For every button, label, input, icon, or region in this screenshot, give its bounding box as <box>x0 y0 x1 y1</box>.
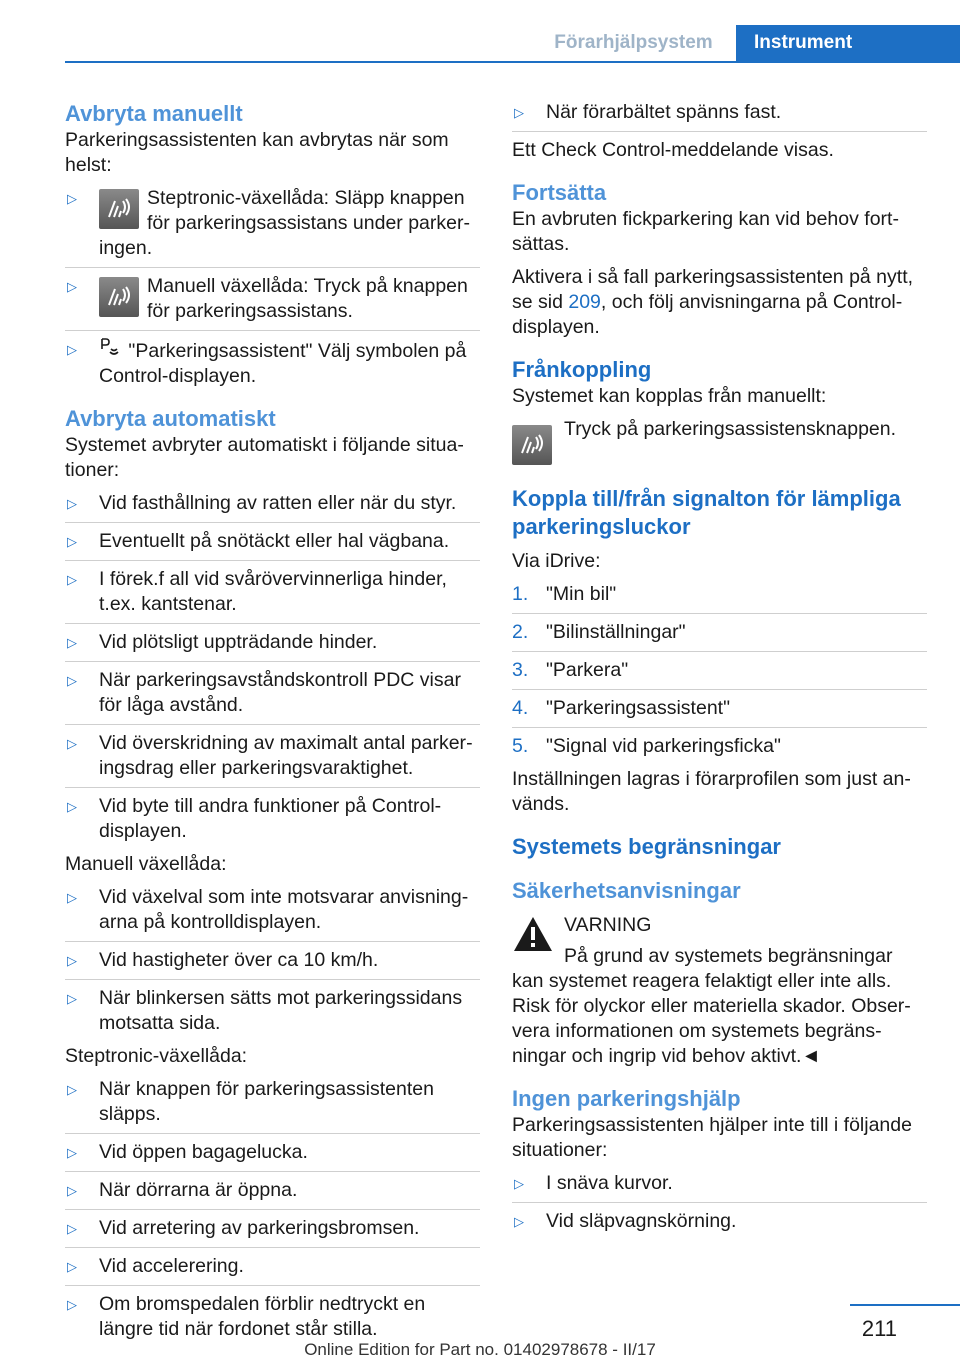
list-item-text: Manuell växellåda: Tryck på knappen för parkeringsassistans. <box>147 275 468 322</box>
paragraph-no-help: Parkeringsassistenten hjälper inte till i följande situationer: <box>512 1114 912 1161</box>
paragraph-text: , och följ anvisningarna på Control-displayen. <box>512 291 903 338</box>
page-link[interactable]: 209 <box>568 291 601 313</box>
triangle-bullet-icon: ▷ <box>67 953 77 968</box>
numbered-item <box>512 734 927 759</box>
list-item <box>512 100 927 132</box>
list-item <box>65 567 480 624</box>
steptronic-label: Steptronic-växellåda: <box>65 1045 248 1067</box>
list-item <box>65 1292 480 1342</box>
list-item-text: Eventuellt på snötäckt eller hal vägbana. <box>99 530 450 552</box>
list-item <box>65 986 480 1036</box>
list-item-text: När knappen för parkeringsassistenten släpps. <box>99 1078 434 1125</box>
triangle-bullet-icon: ▷ <box>67 572 77 587</box>
triangle-bullet-icon: ▷ <box>67 279 77 294</box>
list-item <box>512 1209 927 1234</box>
triangle-bullet-icon: ▷ <box>67 1145 77 1160</box>
parking-assist-button-icon <box>512 425 552 465</box>
warning-title: VARNING <box>564 914 652 936</box>
triangle-bullet-icon: ▷ <box>514 1176 524 1191</box>
page-number-rule <box>850 1304 960 1306</box>
numbered-item <box>512 696 927 728</box>
step-text: "Parkeringsassistent" <box>546 697 731 719</box>
list-item-text: Vid öppen bagagelucka. <box>99 1141 308 1163</box>
heading-no-help: Ingen parkeringshjälp <box>512 1086 741 1111</box>
list-item-text: När parkeringsavståndskontroll PDC visar för låga avstånd. <box>99 669 461 716</box>
triangle-bullet-icon: ▷ <box>67 890 77 905</box>
list-item-text: I snäva kurvor. <box>546 1172 673 1194</box>
edition-footer: Online Edition for Part no. 01402978678 - II/17 <box>304 1340 656 1359</box>
warning-triangle-icon <box>512 915 554 953</box>
step-number: 5. <box>512 735 529 757</box>
list-item-text: "Parkeringsassistent" Välj symbolen på Control-displayen. <box>99 340 467 387</box>
paragraph-check-control: Ett Check Control-meddelande visas. <box>512 139 834 161</box>
paragraph-cancel-manual: Parkeringsassistenten kan avbrytas när som helst: <box>65 129 449 176</box>
list-item <box>65 1140 480 1172</box>
list-item-text: Vid plötsligt uppträdande hinder. <box>99 631 378 653</box>
heading-limits: Systemets begränsningar <box>512 834 781 859</box>
page-number: 211 <box>861 1316 897 1341</box>
list-item-text: Vid hastigheter över ca 10 km/h. <box>99 949 379 971</box>
triangle-bullet-icon: ▷ <box>67 736 77 751</box>
parking-assist-button-icon <box>99 277 139 317</box>
paragraph-saved: Inställningen lagras i förarprofilen som just används. <box>512 768 911 815</box>
list-item <box>65 794 480 844</box>
step-number: 3. <box>512 659 529 681</box>
list-item-text: Vid fasthållning av ratten eller när du styr. <box>99 492 457 514</box>
triangle-bullet-icon: ▷ <box>67 1183 77 1198</box>
heading-safety: Säkerhetsanvisningar <box>512 878 741 903</box>
step-text: "Min bil" <box>546 583 617 605</box>
triangle-bullet-icon: ▷ <box>67 191 77 206</box>
list-item-text: Steptronic-växellåda: Släpp knappen för parkeringsassistans under parkeringen. <box>99 187 470 259</box>
list-item <box>512 1171 927 1203</box>
manual-gearbox-label: Manuell växellåda: <box>65 853 227 875</box>
step-number: 4. <box>512 697 529 719</box>
heading-cancel-auto: Avbryta automatiskt <box>65 406 276 431</box>
heading-cancel-manual: Avbryta manuellt <box>65 101 243 126</box>
list-item-text: Vid växelval som inte motsvarar anvisningarna på kontrolldisplayen. <box>99 886 469 933</box>
list-item <box>65 668 480 725</box>
paragraph-continue: En avbruten fickparkering kan vid behov fortsättas. <box>512 208 899 255</box>
triangle-bullet-icon: ▷ <box>67 799 77 814</box>
header-section-tab: Förarhjälpsystem <box>554 32 713 53</box>
list-item-text: I förek.f all vid svårövervinnerliga hinder, t.ex. kantstenar. <box>99 568 447 615</box>
triangle-bullet-icon: ▷ <box>67 991 77 1006</box>
numbered-item <box>512 658 927 690</box>
list-item-text: Vid arretering av parkeringsbromsen. <box>99 1217 420 1239</box>
heading-continue: Fortsätta <box>512 180 607 205</box>
step-text: "Bilinställningar" <box>546 621 686 643</box>
list-item-text: Vid byte till andra funktioner på Control-displayen. <box>99 795 442 842</box>
list-item-text: När dörrarna är öppna. <box>99 1179 298 1201</box>
paragraph-signal: Via iDrive: <box>512 550 601 572</box>
triangle-bullet-icon: ▷ <box>514 1214 524 1229</box>
list-item <box>65 1077 480 1134</box>
step-text: "Signal vid parkeringsficka" <box>546 735 781 757</box>
list-item-text: När blinkersen sätts mot parkeringssidans motsatta sida. <box>99 987 463 1034</box>
triangle-bullet-icon: ▷ <box>67 635 77 650</box>
step-number: 2. <box>512 621 529 643</box>
list-item <box>65 948 480 980</box>
disconnect-text: Tryck på parkeringsassistensknappen. <box>564 418 897 440</box>
list-item <box>65 885 480 942</box>
triangle-bullet-icon: ▷ <box>67 673 77 688</box>
numbered-item <box>512 620 927 652</box>
list-item <box>65 491 480 523</box>
step-number: 1. <box>512 583 529 605</box>
list-item <box>65 186 480 268</box>
disconnect-instruction <box>512 417 927 469</box>
heading-signal: Koppla till/från signalton för lämpliga parkeringsluckor <box>512 486 901 539</box>
list-item <box>65 529 480 561</box>
triangle-bullet-icon: ▷ <box>67 1297 77 1312</box>
list-item <box>65 1216 480 1248</box>
triangle-bullet-icon: ▷ <box>67 1221 77 1236</box>
triangle-bullet-icon: ▷ <box>67 534 77 549</box>
warning-block <box>512 913 927 1069</box>
list-item <box>65 1254 480 1286</box>
list-item <box>65 731 480 788</box>
parking-assist-button-icon <box>99 189 139 229</box>
heading-disconnect: Frånkoppling <box>512 357 652 382</box>
list-item <box>65 337 480 389</box>
numbered-item <box>512 582 927 614</box>
step-text: "Parkera" <box>546 659 629 681</box>
list-item-text: Om bromspedalen förblir nedtryckt en längre tid när fordonet står stilla. <box>99 1293 426 1340</box>
triangle-bullet-icon: ▷ <box>67 1082 77 1097</box>
header-rule <box>65 61 960 63</box>
list-item-text: När förarbältet spänns fast. <box>546 101 782 123</box>
parking-assist-symbol-icon <box>99 337 123 364</box>
list-item-text: Vid släpvagnskörning. <box>546 1210 737 1232</box>
triangle-bullet-icon: ▷ <box>67 342 77 357</box>
triangle-bullet-icon: ▷ <box>67 496 77 511</box>
left-column <box>65 100 480 1342</box>
warning-text: kan systemet reagera felaktigt eller inte alls. Risk för olyckor eller materiella skador. Observera informationen om systemets begränsningar och ingrip vid behov aktivt.◄ <box>512 970 911 1067</box>
list-item <box>65 274 480 331</box>
paragraph-cancel-auto: Systemet avbryter automatiskt i följande situationer: <box>65 434 464 481</box>
paragraph-text: Aktivera i så fall parkeringsassistenten på nytt, se sid <box>512 266 914 313</box>
header-chapter-tab: Instrument <box>736 25 960 61</box>
paragraph-continue-2 <box>512 265 927 340</box>
triangle-bullet-icon: ▷ <box>67 1259 77 1274</box>
list-item-text: Vid accelerering. <box>99 1255 244 1277</box>
right-column <box>512 100 927 1234</box>
paragraph-disconnect: Systemet kan kopplas från manuellt: <box>512 385 827 407</box>
warning-text-first: På grund av systemets begränsningar <box>564 945 893 967</box>
list-item <box>65 630 480 662</box>
triangle-bullet-icon: ▷ <box>514 105 524 120</box>
list-item-text: Vid överskridning av maximalt antal parkeringsdrag eller parkeringsvaraktighet. <box>99 732 473 779</box>
list-item <box>65 1178 480 1210</box>
